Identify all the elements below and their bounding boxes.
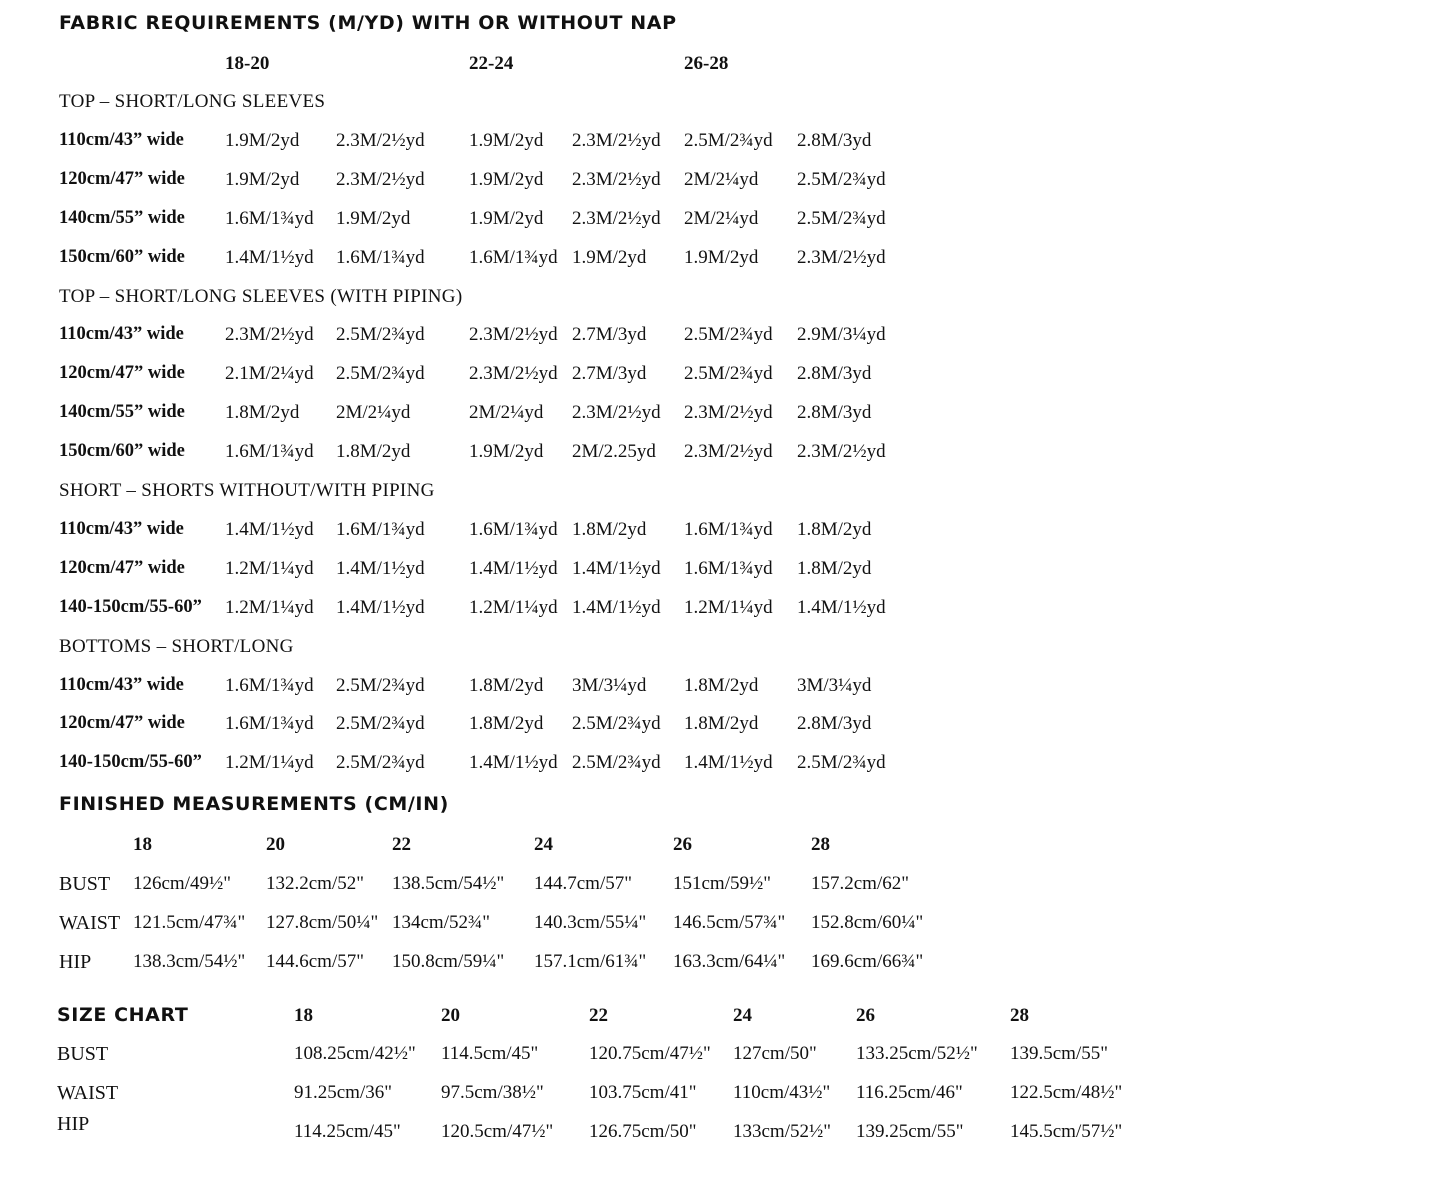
fabric-amount-cell: 2.1M/2¼yd bbox=[225, 363, 314, 385]
finished-row-label: BUST bbox=[59, 873, 111, 895]
fabric-width-label: 150cm/60” wide bbox=[59, 246, 185, 267]
fabric-amount-cell: 1.8M/2yd bbox=[797, 518, 872, 540]
fabric-amount-cell: 1.9M/2yd bbox=[469, 129, 544, 151]
size-chart-cell: 97.5cm/38½" bbox=[441, 1082, 544, 1103]
fabric-amount-cell: 1.6M/1¾yd bbox=[225, 674, 314, 696]
fabric-amount-cell: 2M/2.25yd bbox=[572, 441, 656, 463]
finished-measurement-cell: 163.3cm/64¼" bbox=[673, 951, 786, 972]
finished-measurement-cell: 157.2cm/62" bbox=[811, 873, 909, 894]
size-chart-cell: 108.25cm/42½" bbox=[294, 1043, 416, 1064]
fabric-amount-cell: 1.9M/2yd bbox=[572, 246, 647, 268]
fabric-amount-cell: 1.8M/2yd bbox=[469, 674, 544, 696]
fabric-amount-cell: 1.9M/2yd bbox=[469, 207, 544, 229]
fabric-amount-cell: 2.3M/2½yd bbox=[797, 441, 886, 463]
fabric-amount-cell: 1.8M/2yd bbox=[684, 674, 759, 696]
fabric-section-title: TOP – SHORT/LONG SLEEVES bbox=[59, 91, 326, 112]
fabric-amount-cell: 2.3M/2½yd bbox=[572, 207, 661, 229]
finished-measurement-cell: 144.6cm/57" bbox=[266, 951, 364, 972]
fabric-amount-cell: 1.6M/1¾yd bbox=[225, 713, 314, 735]
finished-size-header: 22 bbox=[392, 834, 411, 855]
finished-size-header: 28 bbox=[811, 834, 830, 855]
fabric-amount-cell: 1.8M/2yd bbox=[469, 713, 544, 735]
fabric-amount-cell: 2.5M/2¾yd bbox=[684, 129, 773, 151]
fabric-amount-cell: 2.8M/3yd bbox=[797, 363, 872, 385]
size-chart-cell: 116.25cm/46" bbox=[856, 1082, 963, 1103]
fabric-amount-cell: 1.8M/2yd bbox=[684, 713, 759, 735]
fabric-amount-cell: 3M/3¼yd bbox=[797, 674, 872, 696]
fabric-amount-cell: 2.5M/2¾yd bbox=[336, 752, 425, 774]
fabric-amount-cell: 1.9M/2yd bbox=[684, 246, 759, 268]
fabric-amount-cell: 1.4M/1½yd bbox=[469, 752, 558, 774]
fabric-amount-cell: 2.3M/2½yd bbox=[684, 402, 773, 424]
size-chart-cell: 139.25cm/55" bbox=[856, 1121, 964, 1142]
fabric-requirements-heading: FABRIC REQUIREMENTS (M/YD) WITH OR WITHOUT NAP bbox=[59, 12, 677, 34]
finished-measurement-cell: 127.8cm/50¼" bbox=[266, 912, 379, 933]
fabric-amount-cell: 1.8M/2yd bbox=[797, 557, 872, 579]
fabric-amount-cell: 1.6M/1¾yd bbox=[336, 246, 425, 268]
fabric-width-label: 120cm/47” wide bbox=[59, 713, 185, 734]
finished-measurement-cell: 134cm/52¾" bbox=[392, 912, 490, 933]
fabric-amount-cell: 2.3M/2½yd bbox=[336, 168, 425, 190]
finished-measurement-cell: 138.5cm/54½" bbox=[392, 873, 505, 894]
finished-measurement-cell: 140.3cm/55¼" bbox=[534, 912, 647, 933]
finished-row-label: HIP bbox=[59, 951, 92, 973]
fabric-amount-cell: 2.5M/2¾yd bbox=[797, 207, 886, 229]
fabric-amount-cell: 1.6M/1¾yd bbox=[469, 518, 558, 540]
fabric-amount-cell: 1.2M/1¼yd bbox=[225, 596, 314, 618]
size-group-header: 18-20 bbox=[225, 53, 270, 74]
size-group-header: 26-28 bbox=[684, 53, 729, 74]
fabric-amount-cell: 2.5M/2¾yd bbox=[336, 324, 425, 346]
finished-size-header: 20 bbox=[266, 834, 285, 855]
fabric-amount-cell: 2.9M/3¼yd bbox=[797, 324, 886, 346]
size-chart-cell: 133.25cm/52½" bbox=[856, 1043, 978, 1064]
fabric-amount-cell: 1.4M/1½yd bbox=[336, 596, 425, 618]
fabric-amount-cell: 1.2M/1¼yd bbox=[225, 752, 314, 774]
size-chart-cell: 145.5cm/57½" bbox=[1010, 1121, 1123, 1142]
fabric-amount-cell: 1.4M/1½yd bbox=[225, 246, 314, 268]
fabric-amount-cell: 2.5M/2¾yd bbox=[797, 168, 886, 190]
fabric-amount-cell: 1.9M/2yd bbox=[225, 129, 300, 151]
finished-measurements-heading: FINISHED MEASUREMENTS (CM/IN) bbox=[59, 793, 449, 815]
fabric-amount-cell: 2.7M/3yd bbox=[572, 363, 647, 385]
fabric-amount-cell: 2.5M/2¾yd bbox=[572, 752, 661, 774]
finished-measurement-cell: 151cm/59½" bbox=[673, 873, 771, 894]
fabric-amount-cell: 1.8M/2yd bbox=[336, 441, 411, 463]
size-chart-cell: 127cm/50" bbox=[733, 1043, 817, 1064]
fabric-amount-cell: 2M/2¼yd bbox=[336, 402, 411, 424]
size-chart-size-header: 18 bbox=[294, 1005, 313, 1026]
fabric-amount-cell: 2.5M/2¾yd bbox=[336, 713, 425, 735]
size-chart-row-label: BUST bbox=[57, 1043, 109, 1065]
fabric-amount-cell: 2.3M/2½yd bbox=[572, 402, 661, 424]
fabric-amount-cell: 3M/3¼yd bbox=[572, 674, 647, 696]
size-chart-cell: 120.75cm/47½" bbox=[589, 1043, 711, 1064]
fabric-amount-cell: 1.9M/2yd bbox=[469, 168, 544, 190]
fabric-amount-cell: 2.3M/2½yd bbox=[225, 324, 314, 346]
finished-measurement-cell: 157.1cm/61¾" bbox=[534, 951, 647, 972]
fabric-amount-cell: 1.6M/1¾yd bbox=[469, 246, 558, 268]
size-group-header: 22-24 bbox=[469, 53, 514, 74]
fabric-amount-cell: 2M/2¼yd bbox=[684, 207, 759, 229]
fabric-amount-cell: 2.8M/3yd bbox=[797, 402, 872, 424]
fabric-amount-cell: 2.3M/2½yd bbox=[469, 363, 558, 385]
fabric-width-label: 140cm/55” wide bbox=[59, 207, 185, 228]
finished-measurement-cell: 169.6cm/66¾" bbox=[811, 951, 924, 972]
fabric-amount-cell: 1.2M/1¼yd bbox=[684, 596, 773, 618]
fabric-width-label: 120cm/47” wide bbox=[59, 557, 185, 578]
fabric-amount-cell: 2.3M/2½yd bbox=[797, 246, 886, 268]
fabric-amount-cell: 2.5M/2¾yd bbox=[797, 752, 886, 774]
fabric-amount-cell: 2.3M/2½yd bbox=[336, 129, 425, 151]
finished-size-header: 24 bbox=[534, 834, 553, 855]
fabric-amount-cell: 2.3M/2½yd bbox=[684, 441, 773, 463]
fabric-width-label: 120cm/47” wide bbox=[59, 363, 185, 384]
fabric-width-label: 140-150cm/55-60” bbox=[59, 596, 202, 617]
size-chart-cell: 91.25cm/36" bbox=[294, 1082, 392, 1103]
fabric-width-label: 120cm/47” wide bbox=[59, 168, 185, 189]
fabric-width-label: 110cm/43” wide bbox=[59, 518, 184, 539]
fabric-amount-cell: 1.4M/1½yd bbox=[797, 596, 886, 618]
fabric-amount-cell: 1.9M/2yd bbox=[469, 441, 544, 463]
fabric-section-title: BOTTOMS – SHORT/LONG bbox=[59, 635, 294, 657]
fabric-amount-cell: 1.6M/1¾yd bbox=[336, 518, 425, 540]
fabric-amount-cell: 1.9M/2yd bbox=[225, 168, 300, 190]
finished-measurement-cell: 138.3cm/54½" bbox=[133, 951, 246, 972]
fabric-amount-cell: 1.4M/1½yd bbox=[572, 557, 661, 579]
fabric-amount-cell: 1.6M/1¾yd bbox=[225, 207, 314, 229]
fabric-amount-cell: 1.4M/1½yd bbox=[684, 752, 773, 774]
fabric-amount-cell: 2.8M/3yd bbox=[797, 129, 872, 151]
fabric-amount-cell: 1.8M/2yd bbox=[225, 402, 300, 424]
fabric-width-label: 140-150cm/55-60” bbox=[59, 752, 202, 773]
finished-measurement-cell: 132.2cm/52" bbox=[266, 873, 364, 894]
size-chart-heading: SIZE CHART bbox=[57, 1004, 189, 1026]
fabric-amount-cell: 2.8M/3yd bbox=[797, 713, 872, 735]
size-chart-size-header: 26 bbox=[856, 1005, 875, 1026]
finished-size-header: 26 bbox=[673, 834, 692, 855]
finished-measurement-cell: 144.7cm/57" bbox=[534, 873, 632, 894]
size-chart-row-label: WAIST bbox=[57, 1082, 119, 1104]
size-chart-row-label: HIP bbox=[57, 1113, 90, 1135]
fabric-amount-cell: 1.4M/1½yd bbox=[225, 518, 314, 540]
fabric-amount-cell: 2.5M/2¾yd bbox=[572, 713, 661, 735]
size-chart-size-header: 28 bbox=[1010, 1005, 1029, 1026]
size-chart-size-header: 22 bbox=[589, 1005, 608, 1026]
fabric-amount-cell: 1.4M/1½yd bbox=[469, 557, 558, 579]
finished-measurement-cell: 121.5cm/47¾" bbox=[133, 912, 246, 933]
fabric-width-label: 140cm/55” wide bbox=[59, 402, 185, 423]
fabric-section-title: SHORT – SHORTS WITHOUT/WITH PIPING bbox=[59, 480, 435, 501]
size-chart-cell: 120.5cm/47½" bbox=[441, 1121, 554, 1142]
finished-measurement-cell: 152.8cm/60¼" bbox=[811, 912, 924, 933]
finished-measurement-cell: 150.8cm/59¼" bbox=[392, 951, 505, 972]
fabric-width-label: 110cm/43” wide bbox=[59, 129, 184, 150]
fabric-amount-cell: 1.2M/1¼yd bbox=[469, 596, 558, 618]
size-chart-cell: 126.75cm/50" bbox=[589, 1121, 697, 1142]
finished-measurement-cell: 146.5cm/57¾" bbox=[673, 912, 786, 933]
fabric-width-label: 110cm/43” wide bbox=[59, 674, 184, 695]
size-chart-cell: 114.5cm/45" bbox=[441, 1043, 539, 1064]
fabric-amount-cell: 1.2M/1¼yd bbox=[225, 557, 314, 579]
size-chart-size-header: 24 bbox=[733, 1005, 752, 1026]
fabric-amount-cell: 2.5M/2¾yd bbox=[684, 324, 773, 346]
fabric-amount-cell: 2.3M/2½yd bbox=[572, 168, 661, 190]
fabric-amount-cell: 2.5M/2¾yd bbox=[684, 363, 773, 385]
size-chart-cell: 122.5cm/48½" bbox=[1010, 1082, 1123, 1103]
size-chart-cell: 133cm/52½" bbox=[733, 1121, 831, 1142]
fabric-amount-cell: 2.3M/2½yd bbox=[572, 129, 661, 151]
finished-size-header: 18 bbox=[133, 834, 152, 855]
size-chart-cell: 114.25cm/45" bbox=[294, 1121, 401, 1142]
size-chart-size-header: 20 bbox=[441, 1005, 460, 1026]
fabric-amount-cell: 2.3M/2½yd bbox=[469, 324, 558, 346]
fabric-amount-cell: 1.8M/2yd bbox=[572, 518, 647, 540]
size-chart-cell: 103.75cm/41" bbox=[589, 1082, 697, 1103]
finished-row-label: WAIST bbox=[59, 912, 121, 934]
fabric-width-label: 150cm/60” wide bbox=[59, 441, 185, 462]
finished-measurement-cell: 126cm/49½" bbox=[133, 873, 231, 894]
fabric-amount-cell: 2M/2¼yd bbox=[684, 168, 759, 190]
fabric-amount-cell: 2M/2¼yd bbox=[469, 402, 544, 424]
size-chart-cell: 139.5cm/55" bbox=[1010, 1043, 1108, 1064]
fabric-amount-cell: 1.9M/2yd bbox=[336, 207, 411, 229]
fabric-amount-cell: 1.6M/1¾yd bbox=[684, 557, 773, 579]
fabric-amount-cell: 1.4M/1½yd bbox=[336, 557, 425, 579]
fabric-amount-cell: 2.5M/2¾yd bbox=[336, 674, 425, 696]
fabric-amount-cell: 1.4M/1½yd bbox=[572, 596, 661, 618]
fabric-amount-cell: 2.7M/3yd bbox=[572, 324, 647, 346]
fabric-amount-cell: 2.5M/2¾yd bbox=[336, 363, 425, 385]
fabric-section-title: TOP – SHORT/LONG SLEEVES (WITH PIPING) bbox=[59, 285, 463, 307]
fabric-amount-cell: 1.6M/1¾yd bbox=[225, 441, 314, 463]
fabric-width-label: 110cm/43” wide bbox=[59, 324, 184, 345]
size-chart-cell: 110cm/43½" bbox=[733, 1082, 831, 1103]
fabric-amount-cell: 1.6M/1¾yd bbox=[684, 518, 773, 540]
